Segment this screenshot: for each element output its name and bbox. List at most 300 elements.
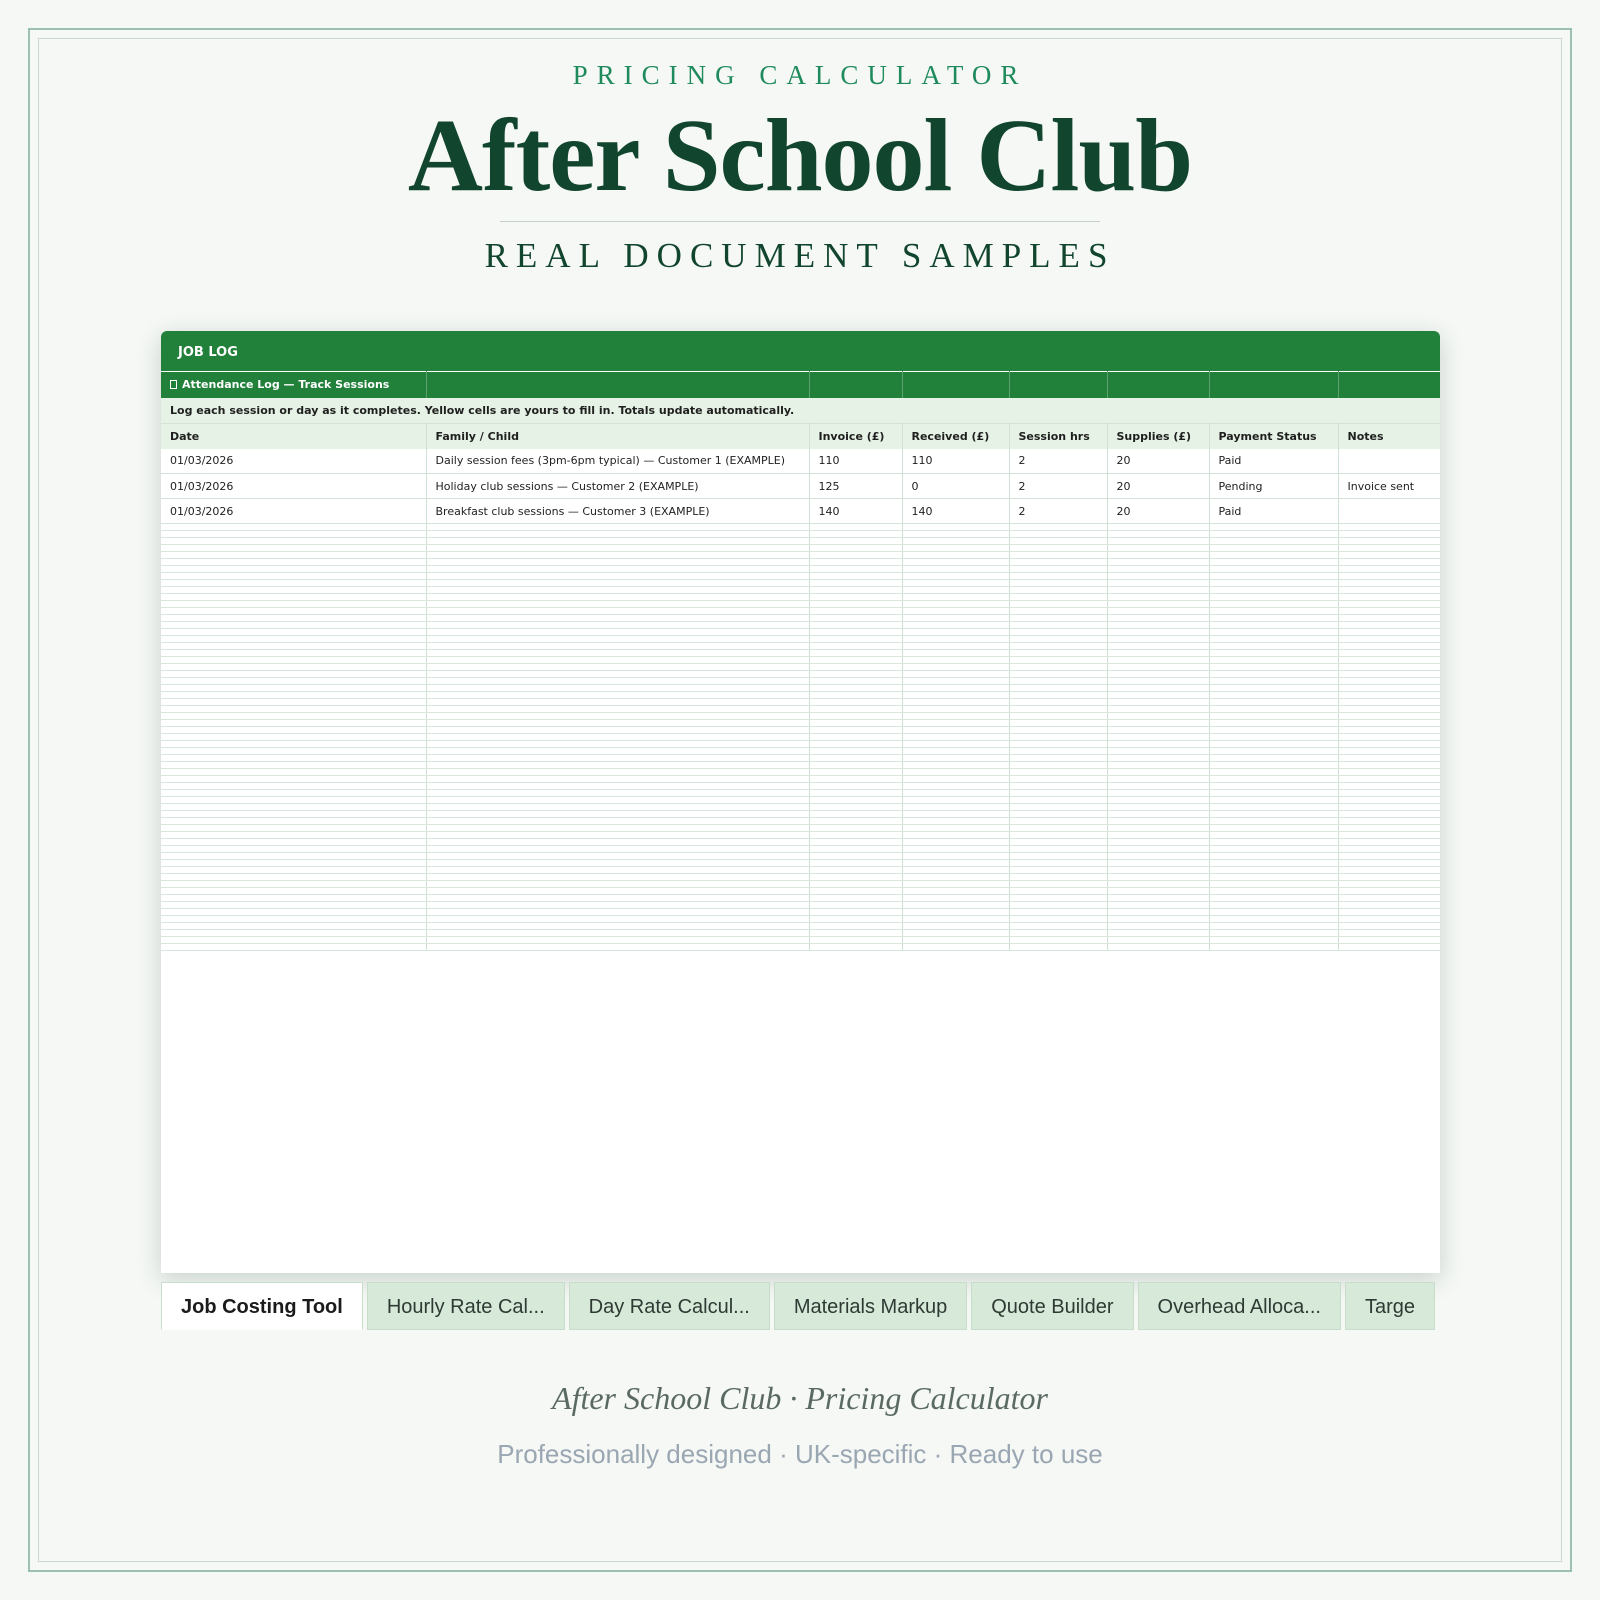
cell-payment-status[interactable]: Paid — [1209, 449, 1338, 474]
empty-cell[interactable] — [809, 720, 902, 727]
empty-cell[interactable] — [161, 601, 426, 608]
empty-cell[interactable] — [426, 769, 809, 776]
empty-cell[interactable] — [1338, 601, 1440, 608]
empty-cell[interactable] — [161, 755, 426, 762]
empty-cell[interactable] — [1107, 608, 1209, 615]
empty-cell[interactable] — [1338, 902, 1440, 909]
empty-cell[interactable] — [426, 839, 809, 846]
empty-cell[interactable] — [1009, 608, 1107, 615]
empty-cell[interactable] — [1009, 776, 1107, 783]
empty-cell[interactable] — [161, 860, 426, 867]
empty-cell[interactable] — [161, 734, 426, 741]
col-header-notes[interactable]: Notes — [1338, 424, 1440, 449]
empty-cell[interactable] — [902, 930, 1009, 937]
empty-cell[interactable] — [1009, 699, 1107, 706]
empty-cell[interactable] — [1009, 538, 1107, 545]
empty-cell[interactable] — [1009, 902, 1107, 909]
empty-cell[interactable] — [426, 895, 809, 902]
empty-cell[interactable] — [1009, 797, 1107, 804]
empty-cell[interactable] — [161, 762, 426, 769]
empty-cell[interactable] — [809, 580, 902, 587]
empty-cell[interactable] — [902, 888, 1009, 895]
empty-cell[interactable] — [426, 804, 809, 811]
empty-cell[interactable] — [809, 545, 902, 552]
empty-cell[interactable] — [1107, 727, 1209, 734]
empty-cell[interactable] — [1107, 692, 1209, 699]
empty-cell[interactable] — [809, 804, 902, 811]
empty-cell[interactable] — [1107, 902, 1209, 909]
empty-cell[interactable] — [1338, 671, 1440, 678]
empty-cell[interactable] — [161, 825, 426, 832]
empty-cell[interactable] — [1107, 804, 1209, 811]
empty-cell[interactable] — [1009, 804, 1107, 811]
empty-cell[interactable] — [902, 804, 1009, 811]
empty-cell[interactable] — [809, 650, 902, 657]
empty-cell[interactable] — [809, 916, 902, 923]
empty-cell[interactable] — [902, 846, 1009, 853]
empty-cell[interactable] — [161, 769, 426, 776]
tab-materials-markup[interactable]: Materials Markup — [774, 1282, 967, 1330]
empty-cell[interactable] — [809, 902, 902, 909]
empty-cell[interactable] — [809, 811, 902, 818]
empty-cell[interactable] — [809, 664, 902, 671]
empty-cell[interactable] — [809, 944, 902, 951]
empty-cell[interactable] — [1209, 748, 1338, 755]
empty-cell[interactable] — [1107, 699, 1209, 706]
empty-cell[interactable] — [1009, 622, 1107, 629]
empty-cell[interactable] — [161, 545, 426, 552]
empty-cell[interactable] — [161, 937, 426, 944]
empty-cell[interactable] — [1209, 811, 1338, 818]
empty-cell[interactable] — [1338, 832, 1440, 839]
empty-cell[interactable] — [1338, 853, 1440, 860]
empty-cell[interactable] — [1107, 783, 1209, 790]
empty-cell[interactable] — [426, 706, 809, 713]
empty-cell[interactable] — [809, 531, 902, 538]
empty-cell[interactable] — [426, 874, 809, 881]
empty-cell[interactable] — [1009, 937, 1107, 944]
cell-notes[interactable]: Invoice sent — [1338, 474, 1440, 499]
empty-cell[interactable] — [1338, 811, 1440, 818]
empty-cell[interactable] — [1107, 531, 1209, 538]
empty-cell[interactable] — [426, 727, 809, 734]
empty-cell[interactable] — [1338, 923, 1440, 930]
empty-cell[interactable] — [426, 818, 809, 825]
empty-cell[interactable] — [426, 783, 809, 790]
cell-supplies[interactable]: 20 — [1107, 499, 1209, 524]
empty-cell[interactable] — [426, 629, 809, 636]
empty-cell[interactable] — [1338, 748, 1440, 755]
empty-cell[interactable] — [1338, 734, 1440, 741]
empty-cell[interactable] — [1107, 559, 1209, 566]
empty-cell[interactable] — [1209, 545, 1338, 552]
empty-cell[interactable] — [161, 874, 426, 881]
empty-cell[interactable] — [1009, 895, 1107, 902]
empty-cell[interactable] — [426, 944, 809, 951]
empty-cell[interactable] — [809, 734, 902, 741]
empty-cell[interactable] — [1209, 566, 1338, 573]
empty-cell[interactable] — [161, 636, 426, 643]
empty-cell[interactable] — [902, 566, 1009, 573]
empty-cell[interactable] — [1209, 629, 1338, 636]
empty-cell[interactable] — [161, 832, 426, 839]
empty-cell[interactable] — [902, 937, 1009, 944]
tab-quote-builder[interactable]: Quote Builder — [971, 1282, 1133, 1330]
empty-cell[interactable] — [1107, 622, 1209, 629]
empty-cell[interactable] — [1009, 727, 1107, 734]
empty-cell[interactable] — [809, 839, 902, 846]
empty-cell[interactable] — [1009, 930, 1107, 937]
empty-cell[interactable] — [1338, 839, 1440, 846]
empty-cell[interactable] — [426, 825, 809, 832]
empty-cell[interactable] — [1107, 615, 1209, 622]
empty-cell[interactable] — [1009, 580, 1107, 587]
empty-cell[interactable] — [161, 699, 426, 706]
empty-cell[interactable] — [1209, 895, 1338, 902]
empty-cell[interactable] — [161, 559, 426, 566]
empty-cell[interactable] — [1338, 937, 1440, 944]
empty-cell[interactable] — [1338, 818, 1440, 825]
cell-notes[interactable] — [1338, 499, 1440, 524]
empty-cell[interactable] — [902, 762, 1009, 769]
empty-cell[interactable] — [809, 867, 902, 874]
empty-cell[interactable] — [1107, 937, 1209, 944]
empty-cell[interactable] — [902, 832, 1009, 839]
empty-cell[interactable] — [902, 755, 1009, 762]
empty-cell[interactable] — [1338, 650, 1440, 657]
empty-cell[interactable] — [1107, 643, 1209, 650]
empty-cell[interactable] — [1338, 608, 1440, 615]
empty-cell[interactable] — [426, 524, 809, 531]
empty-cell[interactable] — [426, 832, 809, 839]
empty-cell[interactable] — [1338, 531, 1440, 538]
empty-cell[interactable] — [809, 832, 902, 839]
empty-cell[interactable] — [161, 713, 426, 720]
empty-cell[interactable] — [809, 930, 902, 937]
empty-cell[interactable] — [1338, 678, 1440, 685]
empty-cell[interactable] — [161, 895, 426, 902]
empty-cell[interactable] — [426, 930, 809, 937]
col-header-family[interactable]: Family / Child — [426, 424, 809, 449]
empty-cell[interactable] — [1107, 734, 1209, 741]
empty-cell[interactable] — [902, 678, 1009, 685]
empty-cell[interactable] — [1107, 811, 1209, 818]
empty-cell[interactable] — [809, 566, 902, 573]
empty-cell[interactable] — [426, 608, 809, 615]
empty-cell[interactable] — [161, 804, 426, 811]
empty-cell[interactable] — [1209, 615, 1338, 622]
empty-cell[interactable] — [426, 860, 809, 867]
empty-cell[interactable] — [902, 699, 1009, 706]
empty-cell[interactable] — [1209, 937, 1338, 944]
empty-cell[interactable] — [902, 531, 1009, 538]
empty-cell[interactable] — [426, 776, 809, 783]
tab-overhead-allocation[interactable]: Overhead Alloca... — [1138, 1282, 1341, 1330]
empty-cell[interactable] — [1107, 888, 1209, 895]
empty-cell[interactable] — [426, 601, 809, 608]
empty-cell[interactable] — [161, 888, 426, 895]
empty-cell[interactable] — [809, 671, 902, 678]
empty-cell[interactable] — [426, 720, 809, 727]
empty-cell[interactable] — [1009, 888, 1107, 895]
empty-cell[interactable] — [1009, 741, 1107, 748]
empty-cell[interactable] — [1209, 832, 1338, 839]
empty-cell[interactable] — [902, 643, 1009, 650]
empty-cell[interactable] — [1338, 720, 1440, 727]
empty-cell[interactable] — [1338, 804, 1440, 811]
empty-cell[interactable] — [1338, 846, 1440, 853]
empty-cell[interactable] — [1209, 650, 1338, 657]
empty-cell[interactable] — [1107, 930, 1209, 937]
tab-hourly-rate-calculator[interactable]: Hourly Rate Cal... — [367, 1282, 565, 1330]
empty-cell[interactable] — [1209, 524, 1338, 531]
empty-cell[interactable] — [1009, 573, 1107, 580]
empty-cell[interactable] — [1107, 748, 1209, 755]
empty-cell[interactable] — [902, 692, 1009, 699]
empty-cell[interactable] — [809, 776, 902, 783]
cell-payment-status[interactable]: Paid — [1209, 499, 1338, 524]
empty-cell[interactable] — [809, 699, 902, 706]
cell-date[interactable]: 01/03/2026 — [161, 449, 426, 474]
empty-cell[interactable] — [426, 748, 809, 755]
empty-cell[interactable] — [1209, 762, 1338, 769]
empty-cell[interactable] — [809, 629, 902, 636]
empty-cell[interactable] — [161, 727, 426, 734]
empty-cell[interactable] — [1009, 832, 1107, 839]
empty-cell[interactable] — [426, 671, 809, 678]
empty-cell[interactable] — [1338, 797, 1440, 804]
empty-cell[interactable] — [1338, 741, 1440, 748]
empty-cell[interactable] — [1009, 636, 1107, 643]
empty-cell[interactable] — [809, 573, 902, 580]
empty-cell[interactable] — [1209, 923, 1338, 930]
empty-cell[interactable] — [1009, 587, 1107, 594]
empty-cell[interactable] — [1009, 650, 1107, 657]
empty-cell[interactable] — [902, 706, 1009, 713]
empty-cell[interactable] — [161, 643, 426, 650]
empty-cell[interactable] — [1009, 923, 1107, 930]
empty-cell[interactable] — [1009, 594, 1107, 601]
empty-cell[interactable] — [1209, 741, 1338, 748]
empty-cell[interactable] — [1107, 741, 1209, 748]
empty-cell[interactable] — [902, 944, 1009, 951]
empty-cell[interactable] — [1338, 692, 1440, 699]
col-header-payment-status[interactable]: Payment Status — [1209, 424, 1338, 449]
empty-cell[interactable] — [902, 734, 1009, 741]
empty-cell[interactable] — [161, 797, 426, 804]
empty-cell[interactable] — [1107, 818, 1209, 825]
empty-cell[interactable] — [1107, 671, 1209, 678]
empty-cell[interactable] — [1009, 566, 1107, 573]
empty-cell[interactable] — [1107, 580, 1209, 587]
empty-cell[interactable] — [1107, 566, 1209, 573]
empty-cell[interactable] — [1107, 839, 1209, 846]
empty-cell[interactable] — [1209, 692, 1338, 699]
cell-payment-status[interactable]: Pending — [1209, 474, 1338, 499]
empty-cell[interactable] — [809, 741, 902, 748]
empty-cell[interactable] — [902, 860, 1009, 867]
empty-cell[interactable] — [426, 853, 809, 860]
empty-cell[interactable] — [809, 825, 902, 832]
empty-cell[interactable] — [1209, 769, 1338, 776]
empty-cell[interactable] — [1338, 825, 1440, 832]
empty-cell[interactable] — [1107, 664, 1209, 671]
empty-cell[interactable] — [161, 629, 426, 636]
empty-cell[interactable] — [809, 748, 902, 755]
empty-cell[interactable] — [902, 853, 1009, 860]
empty-cell[interactable] — [1338, 762, 1440, 769]
empty-cell[interactable] — [1209, 538, 1338, 545]
cell-supplies[interactable]: 20 — [1107, 474, 1209, 499]
empty-cell[interactable] — [161, 552, 426, 559]
empty-cell[interactable] — [1009, 531, 1107, 538]
empty-cell[interactable] — [1107, 650, 1209, 657]
empty-cell[interactable] — [902, 559, 1009, 566]
empty-cell[interactable] — [426, 699, 809, 706]
empty-cell[interactable] — [1209, 874, 1338, 881]
empty-cell[interactable] — [1338, 783, 1440, 790]
empty-cell[interactable] — [902, 671, 1009, 678]
empty-cell[interactable] — [1338, 573, 1440, 580]
empty-cell[interactable] — [1338, 727, 1440, 734]
empty-cell[interactable] — [1338, 874, 1440, 881]
empty-cell[interactable] — [1209, 825, 1338, 832]
empty-cell[interactable] — [809, 797, 902, 804]
cell-received[interactable]: 110 — [902, 449, 1009, 474]
empty-cell[interactable] — [1338, 615, 1440, 622]
empty-cell[interactable] — [426, 713, 809, 720]
empty-cell[interactable] — [426, 552, 809, 559]
empty-cell[interactable] — [161, 608, 426, 615]
empty-cell[interactable] — [902, 685, 1009, 692]
empty-cell[interactable] — [1209, 867, 1338, 874]
empty-cell[interactable] — [161, 867, 426, 874]
empty-cell[interactable] — [1209, 657, 1338, 664]
empty-cell[interactable] — [809, 881, 902, 888]
empty-cell[interactable] — [1107, 657, 1209, 664]
empty-cell[interactable] — [1107, 636, 1209, 643]
empty-cell[interactable] — [1209, 706, 1338, 713]
empty-cell[interactable] — [902, 909, 1009, 916]
empty-cell[interactable] — [1009, 692, 1107, 699]
empty-cell[interactable] — [809, 762, 902, 769]
empty-cell[interactable] — [161, 853, 426, 860]
empty-cell[interactable] — [1209, 818, 1338, 825]
empty-cell[interactable] — [1009, 713, 1107, 720]
empty-cell[interactable] — [902, 538, 1009, 545]
col-header-supplies[interactable]: Supplies (£) — [1107, 424, 1209, 449]
empty-cell[interactable] — [1209, 944, 1338, 951]
empty-cell[interactable] — [426, 566, 809, 573]
empty-cell[interactable] — [161, 783, 426, 790]
empty-cell[interactable] — [1338, 944, 1440, 951]
empty-cell[interactable] — [1338, 685, 1440, 692]
cell-notes[interactable] — [1338, 449, 1440, 474]
empty-cell[interactable] — [1209, 846, 1338, 853]
empty-cell[interactable] — [1107, 909, 1209, 916]
empty-cell[interactable] — [809, 636, 902, 643]
empty-cell[interactable] — [161, 580, 426, 587]
empty-cell[interactable] — [902, 923, 1009, 930]
empty-cell[interactable] — [1338, 930, 1440, 937]
empty-cell[interactable] — [161, 664, 426, 671]
empty-cell[interactable] — [902, 594, 1009, 601]
empty-cell[interactable] — [1107, 762, 1209, 769]
empty-cell[interactable] — [809, 937, 902, 944]
empty-cell[interactable] — [426, 811, 809, 818]
empty-cell[interactable] — [809, 692, 902, 699]
empty-cell[interactable] — [426, 573, 809, 580]
tab-job-costing-tool[interactable]: Job Costing Tool — [161, 1282, 363, 1330]
empty-cell[interactable] — [1338, 776, 1440, 783]
empty-cell[interactable] — [1338, 524, 1440, 531]
empty-cell[interactable] — [902, 608, 1009, 615]
empty-cell[interactable] — [1009, 552, 1107, 559]
empty-cell[interactable] — [1107, 594, 1209, 601]
empty-cell[interactable] — [1209, 727, 1338, 734]
empty-cell[interactable] — [426, 797, 809, 804]
empty-cell[interactable] — [1338, 643, 1440, 650]
empty-cell[interactable] — [1009, 846, 1107, 853]
empty-cell[interactable] — [426, 937, 809, 944]
empty-cell[interactable] — [1009, 825, 1107, 832]
empty-cell[interactable] — [426, 559, 809, 566]
empty-cell[interactable] — [809, 552, 902, 559]
empty-cell[interactable] — [809, 524, 902, 531]
empty-cell[interactable] — [1209, 881, 1338, 888]
empty-cell[interactable] — [1009, 867, 1107, 874]
empty-cell[interactable] — [1107, 538, 1209, 545]
empty-cell[interactable] — [902, 545, 1009, 552]
empty-cell[interactable] — [1209, 580, 1338, 587]
empty-cell[interactable] — [1107, 720, 1209, 727]
empty-cell[interactable] — [1209, 804, 1338, 811]
empty-cell[interactable] — [1009, 734, 1107, 741]
empty-cell[interactable] — [1009, 545, 1107, 552]
empty-cell[interactable] — [1107, 797, 1209, 804]
empty-cell[interactable] — [426, 741, 809, 748]
empty-cell[interactable] — [1107, 846, 1209, 853]
empty-cell[interactable] — [809, 846, 902, 853]
empty-cell[interactable] — [902, 825, 1009, 832]
empty-cell[interactable] — [161, 944, 426, 951]
empty-cell[interactable] — [426, 636, 809, 643]
empty-cell[interactable] — [1107, 825, 1209, 832]
empty-cell[interactable] — [1107, 706, 1209, 713]
empty-cell[interactable] — [902, 552, 1009, 559]
empty-cell[interactable] — [1209, 839, 1338, 846]
empty-cell[interactable] — [809, 559, 902, 566]
empty-cell[interactable] — [426, 881, 809, 888]
empty-cell[interactable] — [809, 685, 902, 692]
empty-cell[interactable] — [426, 657, 809, 664]
empty-cell[interactable] — [1009, 559, 1107, 566]
empty-cell[interactable] — [902, 881, 1009, 888]
empty-cell[interactable] — [902, 601, 1009, 608]
empty-cell[interactable] — [1209, 531, 1338, 538]
col-header-invoice[interactable]: Invoice (£) — [809, 424, 902, 449]
empty-cell[interactable] — [1209, 594, 1338, 601]
empty-cell[interactable] — [1338, 622, 1440, 629]
empty-cell[interactable] — [426, 909, 809, 916]
empty-cell[interactable] — [161, 685, 426, 692]
col-header-date[interactable]: Date — [161, 424, 426, 449]
empty-cell[interactable] — [809, 601, 902, 608]
empty-cell[interactable] — [161, 573, 426, 580]
empty-cell[interactable] — [1009, 839, 1107, 846]
empty-cell[interactable] — [1338, 636, 1440, 643]
empty-cell[interactable] — [1209, 860, 1338, 867]
